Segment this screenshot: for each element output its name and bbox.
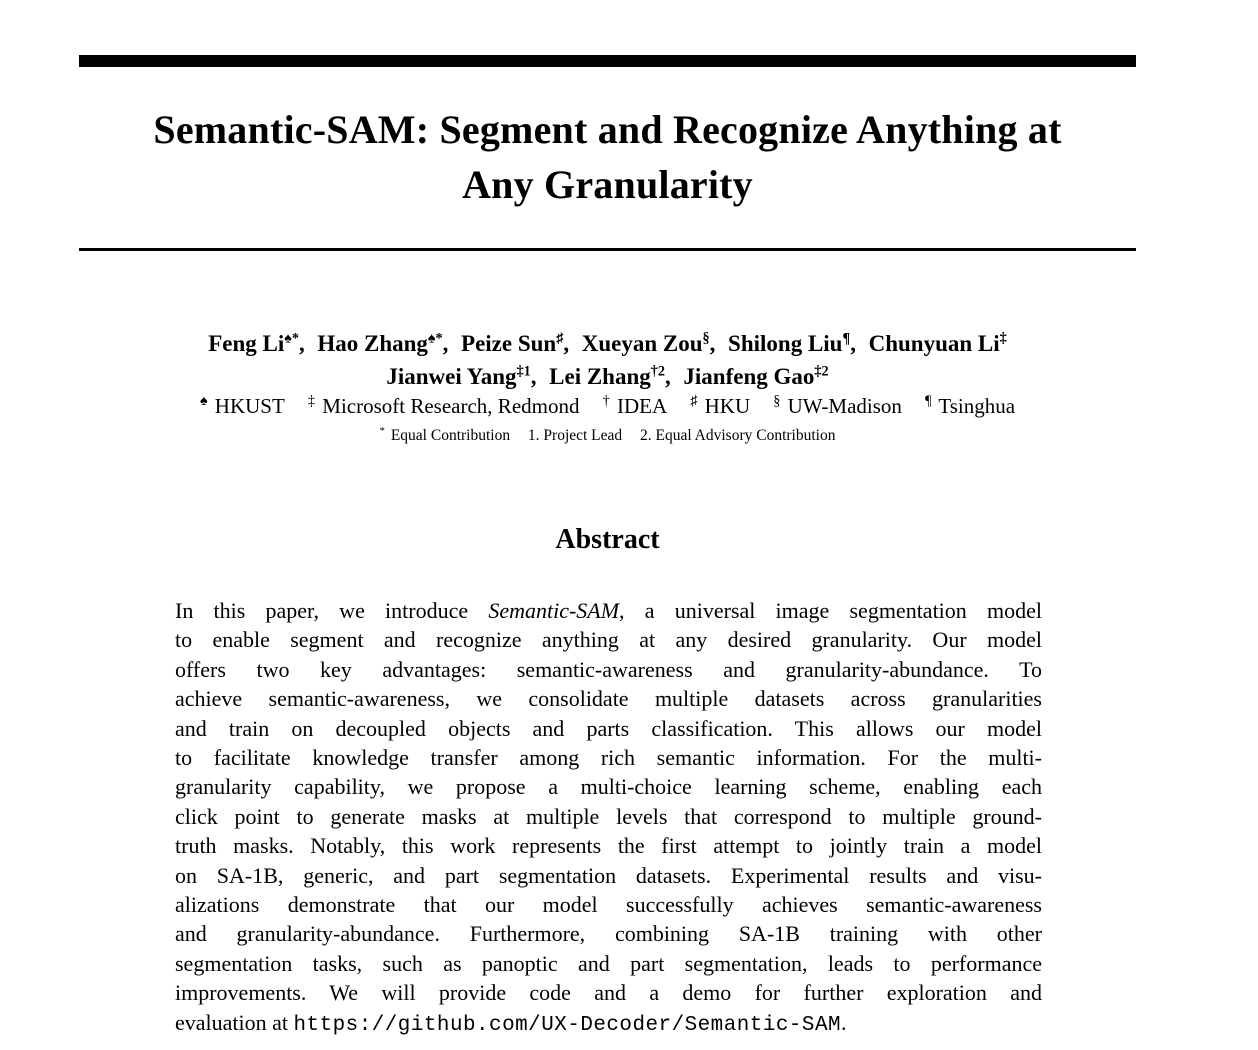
authors-block: [79, 327, 1136, 393]
abstract-text-segment: on SA-1B, generic, and part segmentation datasets. Experimental results and visu-: [175, 862, 1042, 888]
affiliation-item: ¶ Tsinghua: [925, 393, 1016, 418]
author-affiliation-marker: ‡2: [814, 363, 829, 380]
paper-title-line-2: Any Granularity: [462, 162, 753, 207]
author-affiliation-marker: †2: [650, 363, 666, 380]
affiliation-marker: ♠: [199, 393, 208, 409]
paper-title-line-1: Semantic-SAM: Segment and Recognize Anything at: [153, 107, 1062, 152]
abstract-line: [175, 831, 1042, 860]
abstract-line: [175, 684, 1042, 713]
author-separator: ,: [563, 331, 570, 356]
contribution-notes-line: [79, 426, 1136, 446]
abstract-text-segment: achieve semantic-awareness, we consolidate multiple datasets across granularities: [175, 686, 1042, 712]
abstract-line: [175, 890, 1042, 919]
abstract-text-segment: evaluation at: [175, 1009, 294, 1035]
affiliation-item: ♯ HKU: [690, 393, 751, 418]
top-rule-bar: [79, 55, 1136, 67]
abstract-text-segment: segmentation tasks, such as panoptic and part segmentation, leads to performance: [175, 950, 1042, 976]
note-marker: *: [379, 424, 385, 437]
author-affiliation-marker: ♯: [556, 330, 564, 347]
abstract-text-segment: and train on decoupled objects and parts classification. This allows our model: [175, 715, 1042, 741]
contribution-note: 1. Project Lead: [524, 427, 623, 444]
author-separator: ,: [530, 364, 537, 389]
abstract-text-segment: .: [841, 1009, 847, 1035]
paper-title: [79, 102, 1136, 212]
author-name: Jianwei Yang$^{\ddagger 1}$: [386, 363, 531, 389]
abstract-text-segment: granularity capability, we propose a multi-choice learning scheme, enabling each: [175, 774, 1042, 800]
author-affiliation-marker: ♠*: [284, 330, 299, 347]
affiliation-item: ♠ HKUST: [199, 393, 285, 418]
author-separator: ,: [442, 331, 449, 356]
abstract-text-segment: to facilitate knowledge transfer among rich semantic information. For the multi-: [175, 745, 1042, 771]
abstract-text-segment: alizations demonstrate that our model successfully achieves semantic-awareness: [175, 892, 1042, 918]
author-name: Xueyan Zou§: [581, 330, 710, 356]
abstract-line: [175, 978, 1042, 1007]
abstract-text-segment: offers two key advantages: semantic-awareness and granularity-abundance. To: [175, 656, 1042, 682]
abstract-text-segment: click point to generate masks at multiple levels that correspond to multiple ground-: [175, 803, 1042, 829]
abstract-line: [175, 714, 1042, 743]
abstract-text-segment: In this paper, we introduce: [175, 598, 489, 623]
abstract-text-segment: Semantic-SAM: [488, 598, 620, 623]
abstract-line: [175, 949, 1042, 978]
author-name: Jianfeng Gao$^{\ddagger 2}$: [683, 363, 829, 389]
github-link[interactable]: https://github.com/UX-Decoder/Semantic-SAM: [293, 1013, 842, 1037]
abstract-text-segment: improvements. We will provide code and a demo for further exploration and: [175, 980, 1042, 1006]
abstract-line: [175, 743, 1042, 772]
abstract-line: [175, 1008, 1042, 1040]
affiliation-item: ‡ Microsoft Research, Redmond: [307, 393, 580, 418]
authors-line-1: [79, 327, 1136, 360]
abstract-body: [175, 596, 1042, 1040]
abstract-text-segment: truth masks. Notably, this work represents the first attempt to jointly train a model: [175, 833, 1042, 859]
affiliation-marker: §: [773, 393, 781, 409]
abstract-text-segment: and granularity-abundance. Furthermore, combining SA-1B training with other: [175, 921, 1042, 947]
abstract-line: [175, 625, 1042, 654]
abstract-line: [175, 919, 1042, 948]
author-separator: ,: [709, 331, 716, 356]
author-name: Feng Li♠*: [208, 330, 299, 356]
abstract-text-segment: , a universal image segmentation model: [619, 598, 1042, 623]
divider-rule: [79, 248, 1136, 251]
author-affiliation-marker: ¶: [842, 330, 851, 347]
author-name: Lei Zhang$^{\dagger 2}$: [549, 363, 666, 389]
author-affiliation-marker: ♠*: [427, 330, 443, 347]
affiliation-marker: ‡: [307, 393, 316, 409]
abstract-line: [175, 596, 1042, 625]
abstract-line: [175, 861, 1042, 890]
contribution-note: 2. Equal Advisory Contribution: [636, 427, 836, 444]
abstract-line: [175, 802, 1042, 831]
author-affiliation-marker: ‡1: [516, 363, 531, 380]
affiliation-marker: ♯: [690, 393, 698, 409]
author-name: Peize Sun♯: [461, 330, 564, 356]
affiliations-line: [79, 393, 1136, 419]
affiliation-marker: †: [602, 393, 610, 409]
author-separator: ,: [298, 331, 305, 356]
abstract-line: [175, 655, 1042, 684]
author-name: Hao Zhang♠*: [317, 330, 443, 356]
author-affiliation-marker: ‡: [999, 330, 1007, 347]
author-name: Shilong Liu¶: [728, 330, 851, 356]
author-name: Chunyuan Li‡: [868, 330, 1007, 356]
abstract-text-segment: to enable segment and recognize anything at any desired granularity. Our model: [175, 627, 1042, 653]
author-separator: ,: [850, 331, 856, 356]
author-affiliation-marker: §: [702, 330, 710, 347]
contribution-note: * Equal Contribution: [379, 424, 511, 444]
authors-line-2: [79, 360, 1136, 393]
affiliation-item: § UW-Madison: [773, 393, 902, 418]
affiliation-item: † IDEA: [602, 393, 668, 418]
abstract-line: [175, 772, 1042, 801]
abstract-heading: Abstract: [555, 524, 660, 555]
author-separator: ,: [665, 364, 671, 389]
affiliation-marker: ¶: [925, 393, 932, 409]
